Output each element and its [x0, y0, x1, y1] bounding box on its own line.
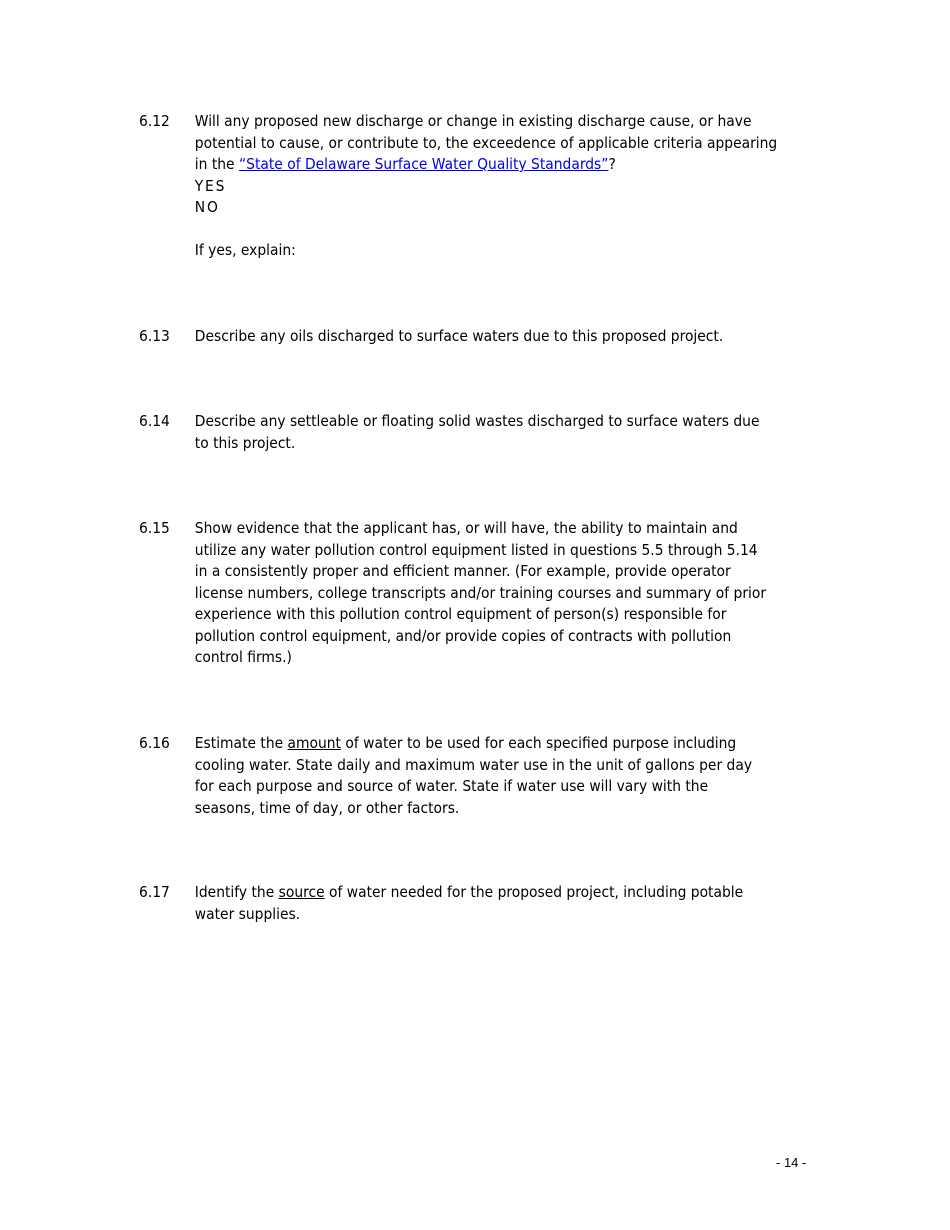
question-6-17 [139, 882, 751, 925]
question-6-13 [139, 326, 751, 348]
question-text-line: utilize any water pollution control equipment listed in questions 5.5 through 5.14 [194, 540, 758, 559]
question-number: 6.15 [139, 519, 170, 537]
question-text-line: experience with this pollution control equipment of person(s) responsible for [194, 605, 727, 623]
question-text-line: cooling water. State daily and maximum water use in the unit of gallons per day [194, 755, 753, 774]
question-text-line: for each purpose and source of water. State if water use will vary with the [194, 777, 709, 795]
question-6-14 [139, 411, 760, 454]
question-number: 6.16 [139, 734, 170, 752]
question-6-12 [139, 111, 778, 262]
underlined-term: amount [287, 734, 341, 752]
explain-label: If yes, explain: [194, 241, 296, 259]
yes-option[interactable]: YES [194, 176, 227, 195]
question-number: 6.17 [139, 883, 170, 901]
page-number: - 14 - [776, 1155, 807, 1170]
question-text-line [195, 882, 807, 904]
question-text-line: pollution control equipment, and/or provide copies of contracts with pollution [194, 626, 732, 645]
no-option[interactable]: NO [194, 198, 220, 216]
text-prefix: in the [194, 155, 239, 173]
water-quality-standards-link[interactable]: “State of Delaware Surface Water Quality Standards” [238, 155, 609, 173]
question-number: 6.14 [139, 412, 170, 430]
question-text-line: control firms.) [194, 648, 292, 666]
question-text-line: water supplies. [194, 904, 301, 923]
question-text-line [195, 154, 807, 176]
question-text-line: to this project. [194, 433, 296, 452]
text-suffix: ? [608, 155, 616, 173]
question-6-16 [139, 733, 751, 819]
question-text-line [195, 733, 807, 755]
question-text-line: Describe any settleable or floating solid wastes discharged to surface waters due [194, 412, 760, 430]
question-number: 6.13 [139, 327, 170, 345]
question-number: 6.12 [139, 112, 170, 130]
question-text-line: Describe any oils discharged to surface waters due to this proposed project. [194, 327, 724, 345]
question-6-15 [139, 518, 767, 669]
question-text-line: potential to cause, or contribute to, the exceedence of applicable criteria appearing [194, 133, 778, 152]
text-suffix: of water needed for the proposed project, including potable [324, 883, 744, 901]
text-prefix: Identify the [194, 883, 279, 901]
question-text-line: in a consistently proper and efficient manner. (For example, provide operator [194, 562, 731, 580]
question-text-line: seasons, time of day, or other factors. [194, 798, 460, 817]
underlined-term: source [278, 883, 325, 901]
question-text-line: Will any proposed new discharge or change in existing discharge cause, or have [194, 112, 752, 130]
question-text-line: Show evidence that the applicant has, or will have, the ability to maintain and [194, 519, 738, 537]
text-suffix: of water to be used for each specified purpose including [340, 734, 737, 752]
question-text-line: license numbers, college transcripts and/or training courses and summary of prior [194, 583, 767, 602]
text-prefix: Estimate the [194, 734, 288, 752]
